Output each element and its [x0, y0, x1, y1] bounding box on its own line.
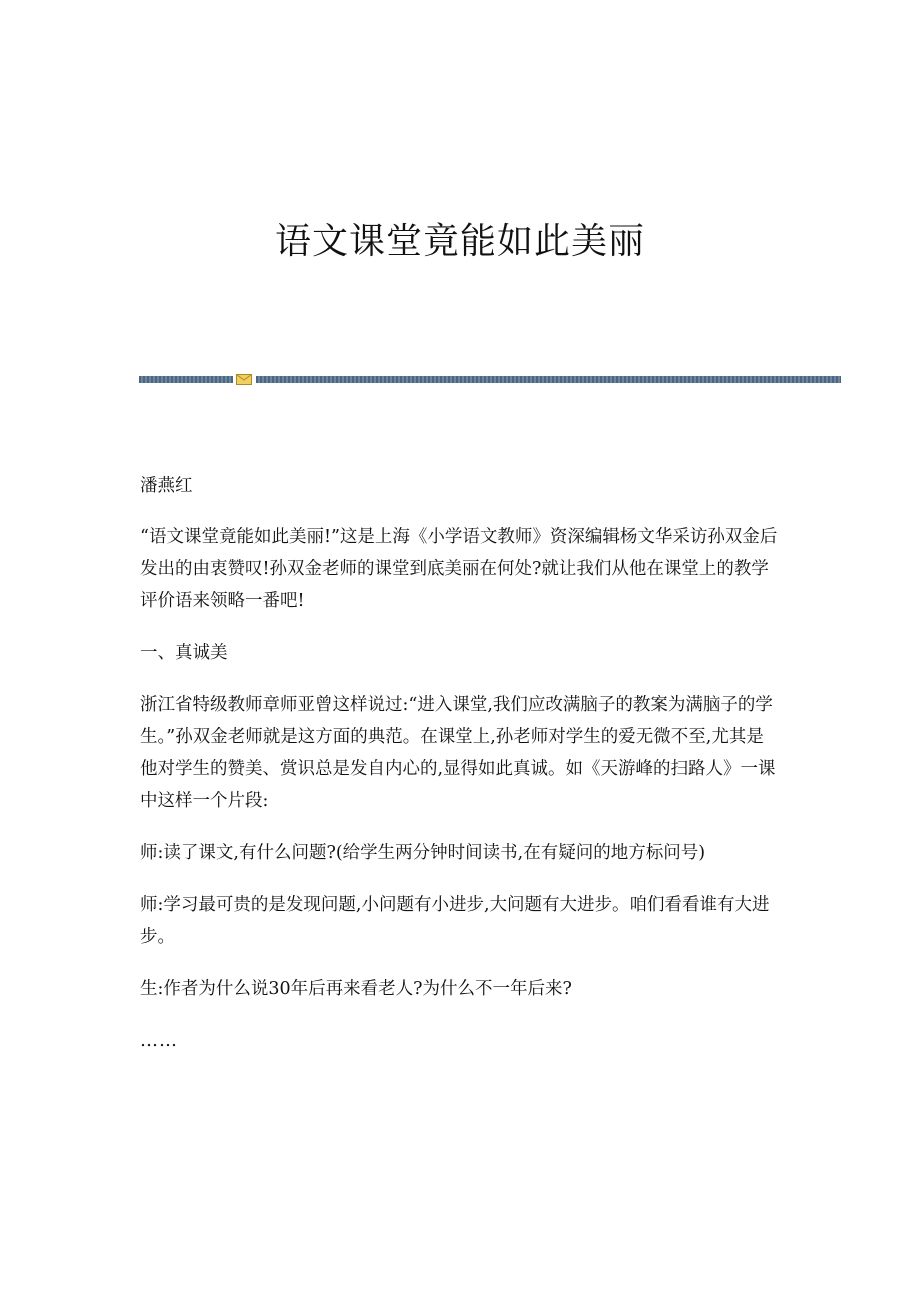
document-body	[140, 470, 780, 1057]
ellipsis: ……	[140, 1030, 178, 1051]
dialogue-line: 师:读了课文,有什么问题?(给学生两分钟时间读书,在有疑问的地方标问号)	[140, 843, 706, 863]
author-name: 潘燕红	[140, 476, 193, 496]
document-title: 语文课堂竟能如此美丽	[274, 221, 645, 262]
divider-bar-right	[256, 376, 841, 383]
envelope-icon	[236, 374, 252, 385]
paragraph-body: 浙江省特级教师章师亚曾这样说过:“进入课堂,我们应改满脑子的教案为满脑子的学生。”孙双金老师就是这方面的典范。在课堂上,孙老师对学生的爱无微不至,尤其是他对学生的赞美、赏识总是发自内心的,显得如此真诚。如《天游峰的扫路人》一课中这样一个片段:	[140, 695, 776, 811]
dialogue-line: 生:作者为什么说30年后再来看老人?为什么不一年后来?	[140, 979, 572, 999]
title-divider	[139, 374, 841, 384]
paragraph-intro: “语文课堂竟能如此美丽!”这是上海《小学语文教师》资深编辑杨文华采访孙双金后发出的由衷赞叹!孙双金老师的课堂到底美丽在何处?就让我们从他在课堂上的教学评价语来领略一番吧!	[140, 527, 778, 611]
dialogue-line: 师:学习最可贵的是发现问题,小问题有小进步,大问题有大进步。咱们看看谁有大进步。	[140, 895, 770, 947]
divider-bar-left	[139, 376, 233, 383]
section-heading: 一、真诚美	[140, 643, 228, 663]
